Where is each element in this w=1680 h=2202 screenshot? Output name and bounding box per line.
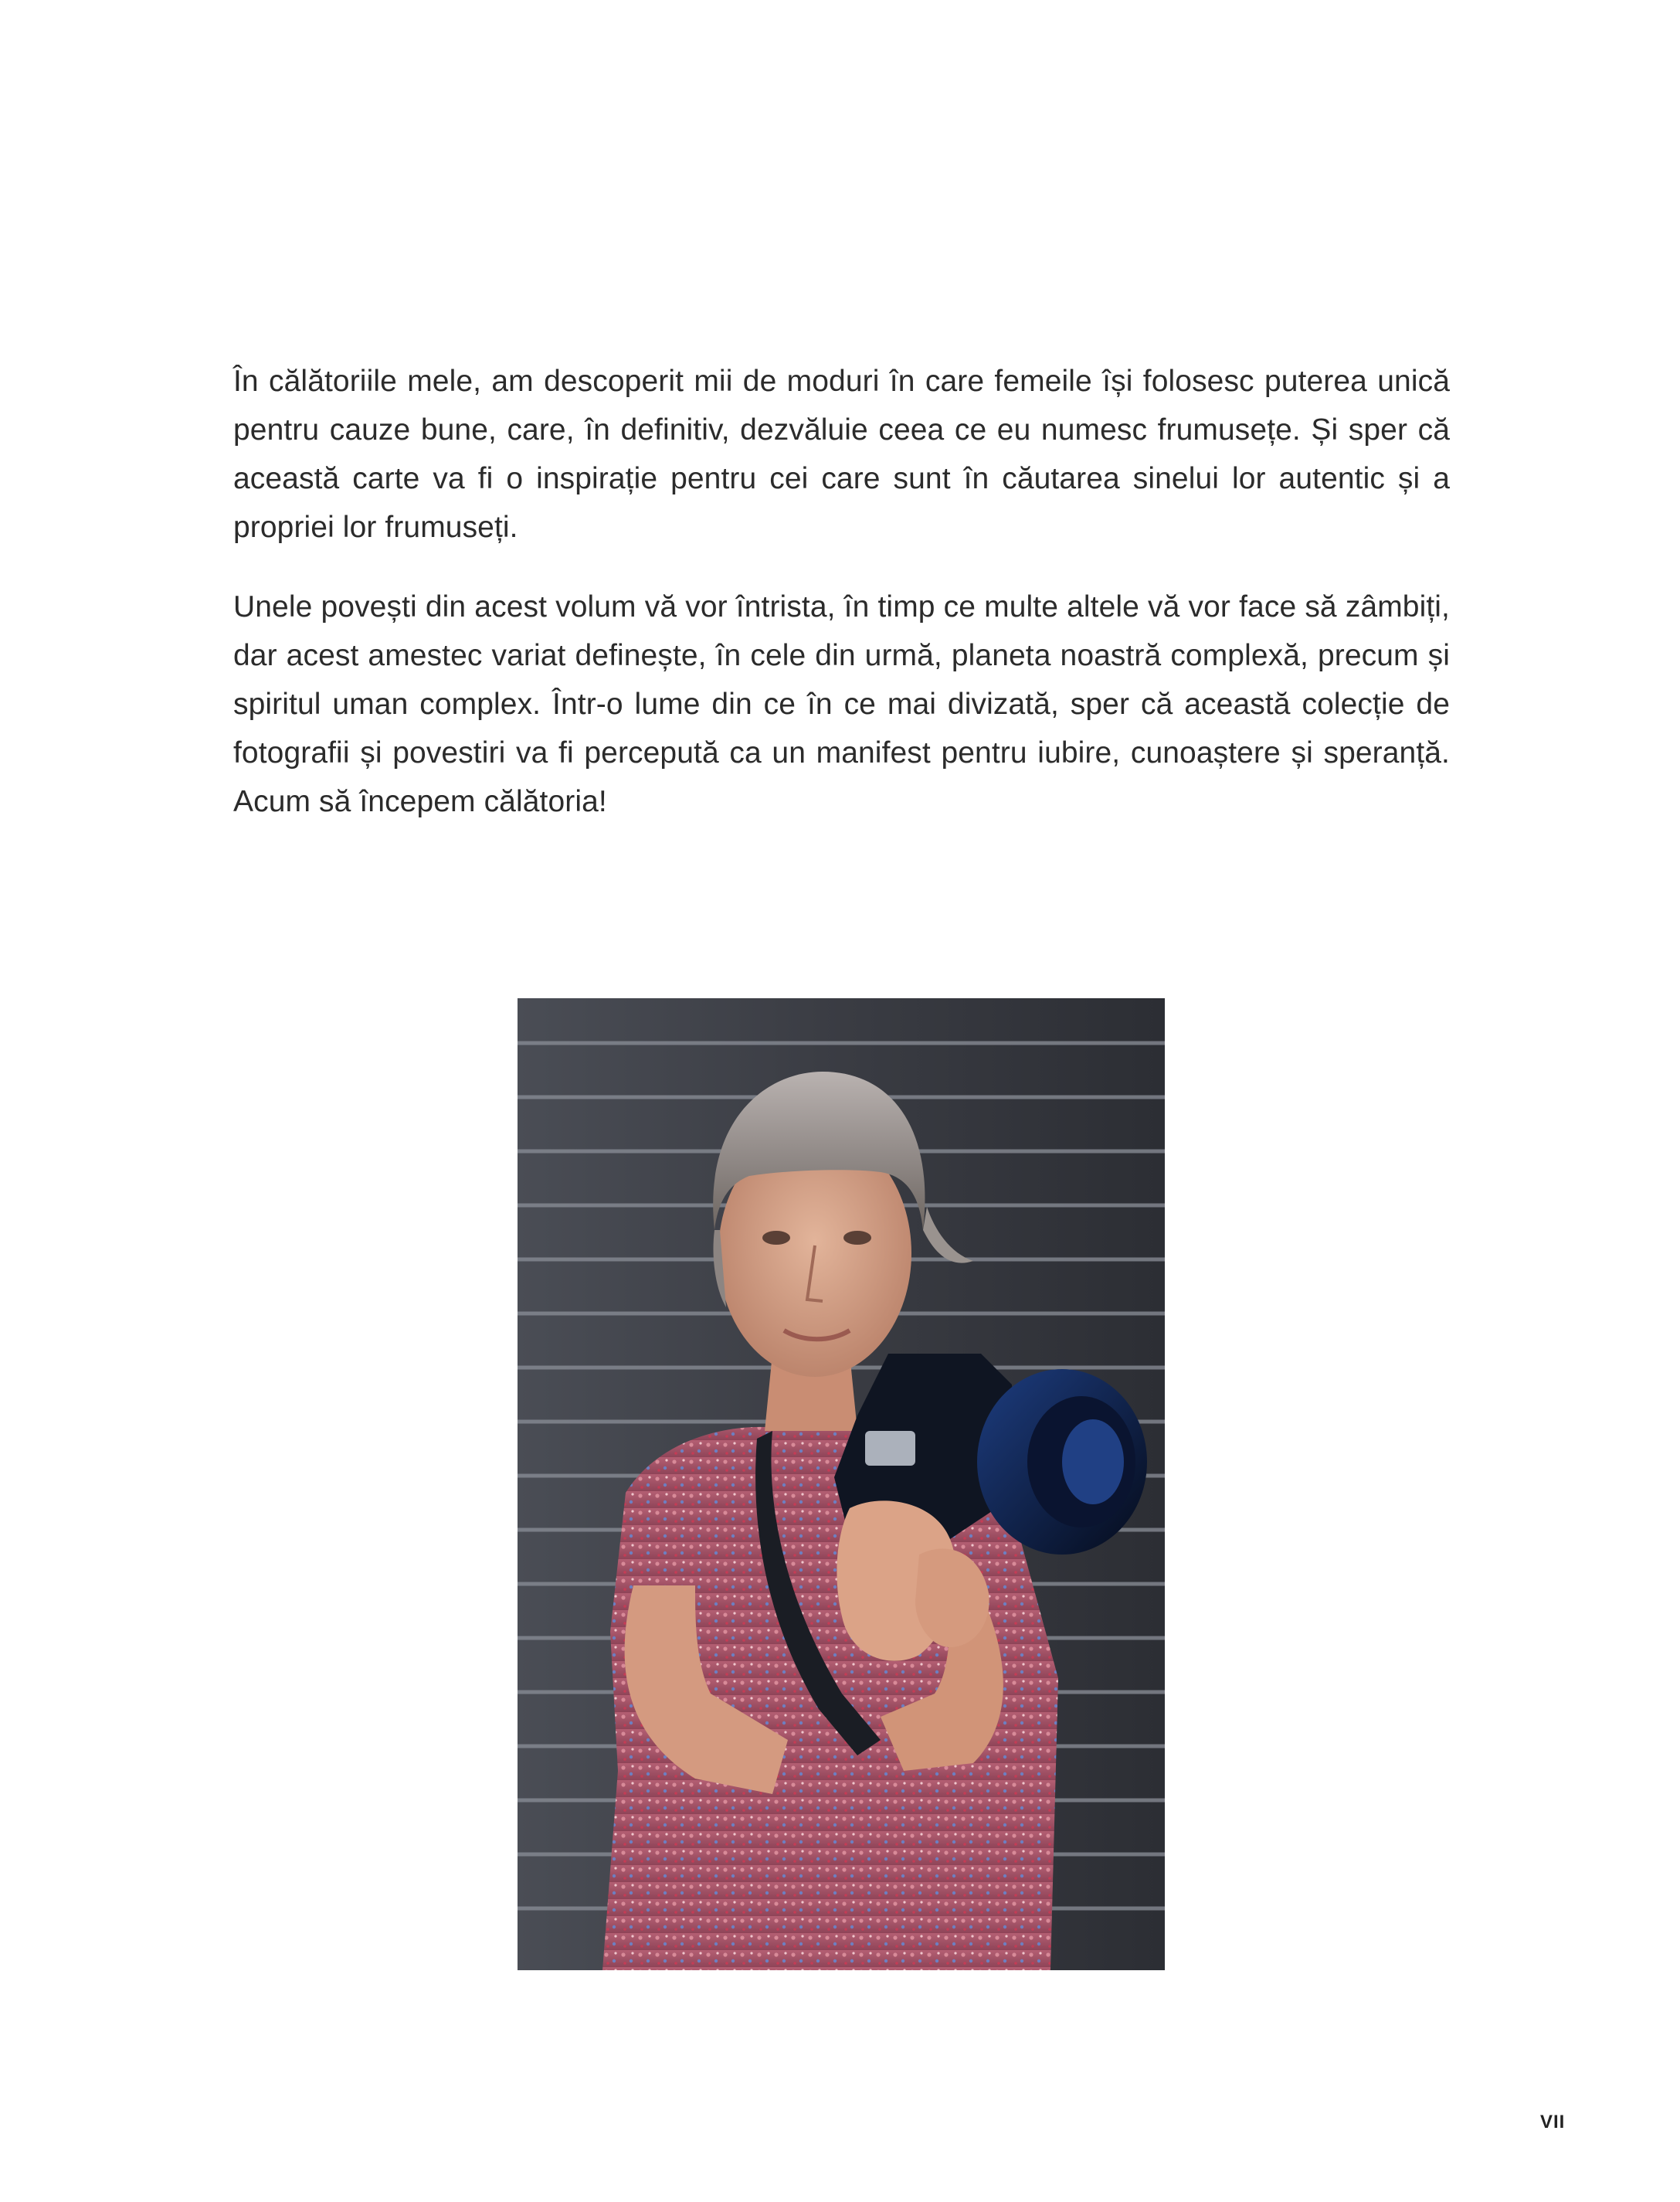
page-number: VII bbox=[1540, 2112, 1566, 2132]
paragraph-1: În călătoriile mele, am descoperit mii de moduri în care femeile își folosesc puterea unică pentru cauze bune, care, în definitiv, dezvăluie ceea ce eu numesc frumusețe. Și sper că această carte va fi o inspirație pentru cei care sunt în căutarea sinelui lor autentic și a propriei lor frumuseți. bbox=[233, 365, 1450, 544]
paragraph-2: Unele povești din acest volum vă vor întrista, în timp ce multe altele vă vor face să zâmbiți, dar acest amestec variat definește, în cele din urmă, planeta noastră complexă, precum și spiritul uman complex. Într-o lume din ce în ce mai divizată, sper că această colecție de fotografii și povestiri va fi percepută ca un manifest pentru iubire, cunoaștere și speranță. Acum să începem călătoria! bbox=[233, 590, 1450, 818]
author-photo-illustration bbox=[518, 998, 1165, 1970]
body-text bbox=[233, 357, 1450, 857]
author-photo bbox=[518, 998, 1165, 1970]
